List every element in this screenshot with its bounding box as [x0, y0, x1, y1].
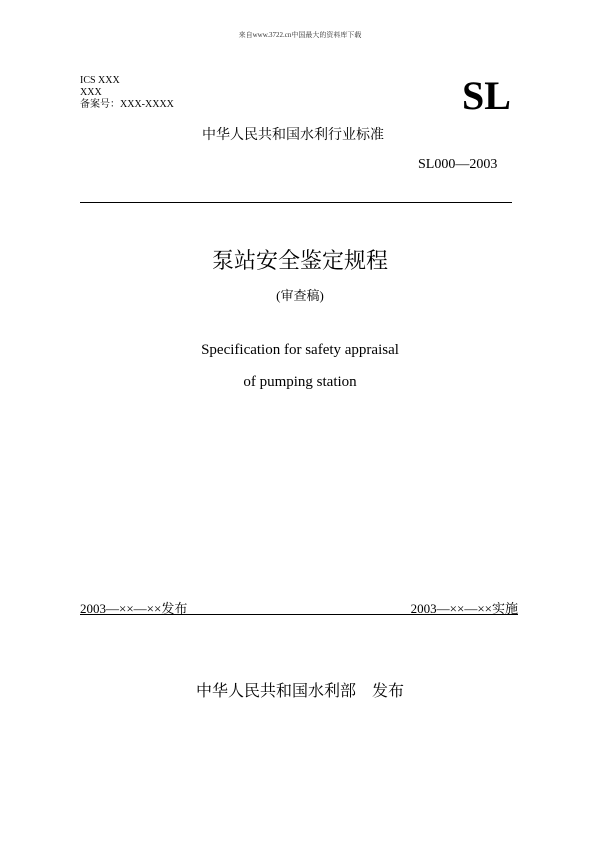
standard-number: SL000—2003	[418, 157, 498, 172]
document-title: 泵站安全鉴定规程	[211, 248, 388, 273]
ics-code: ICS XXX	[80, 75, 120, 86]
sl-logo: SL	[462, 73, 511, 118]
standard-category: 中华人民共和国水利行业标准	[202, 128, 384, 143]
issuing-authority: 中华人民共和国水利部 发布	[195, 683, 404, 700]
issue-date: 2003—××—××发布	[80, 601, 188, 616]
watermark-text: 来自www.3722.cn中国最大的资料库下载	[238, 31, 362, 39]
english-title-line2: of pumping station	[243, 374, 357, 390]
english-title-line1: Specification for safety appraisal	[201, 342, 399, 358]
date-row	[80, 598, 518, 615]
record-number: 备案号：XXX-XXXX	[80, 99, 174, 110]
header-divider	[80, 202, 512, 203]
draft-label: (审查稿)	[276, 288, 324, 303]
implementation-date: 2003—××—××实施	[410, 601, 518, 616]
classification-code: XXX	[80, 87, 102, 98]
